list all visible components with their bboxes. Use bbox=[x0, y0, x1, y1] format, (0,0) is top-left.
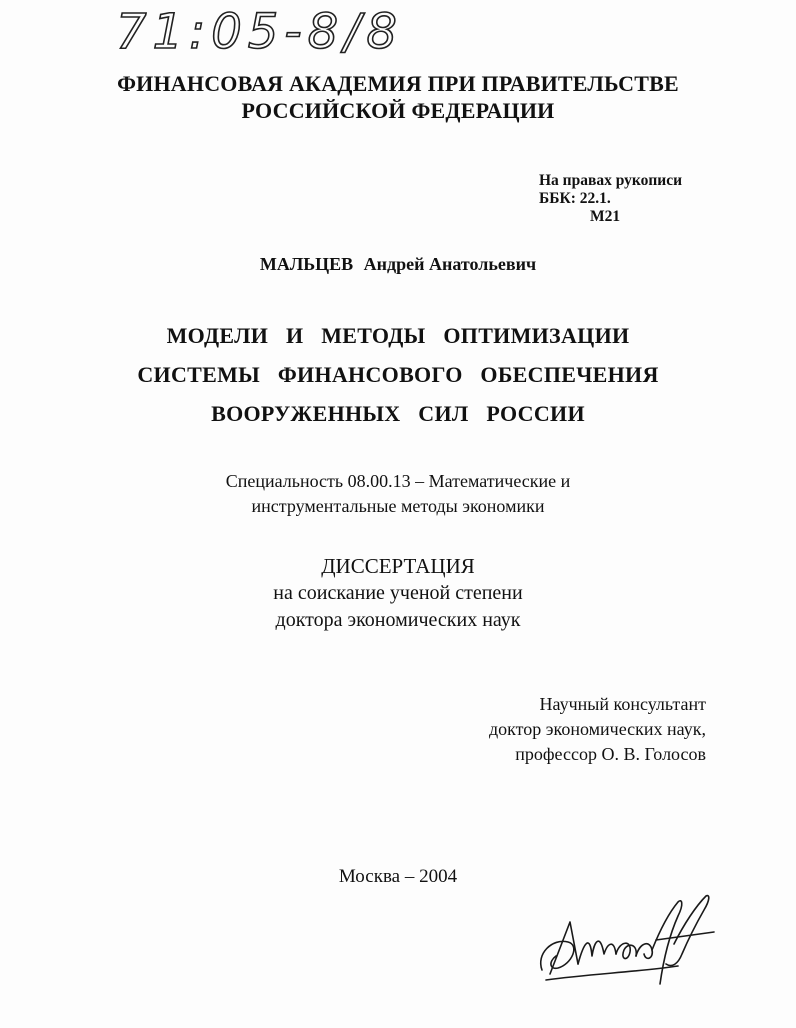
dissertation-title bbox=[60, 316, 736, 433]
degree-line-1: на соискание ученой степени bbox=[273, 582, 523, 604]
degree-line-2: доктора экономических наук bbox=[275, 609, 521, 631]
manuscript-notice bbox=[539, 172, 682, 226]
specialty-line-2: инструментальные методы экономики bbox=[251, 496, 545, 516]
author-given-names: Андрей Анатольевич bbox=[363, 254, 537, 274]
signature bbox=[528, 884, 728, 990]
dissertation-heading: ДИССЕРТАЦИЯ bbox=[321, 554, 475, 578]
institution-line-2: РОССИЙСКОЙ ФЕДЕРАЦИИ bbox=[241, 98, 555, 123]
signature-stroke-3 bbox=[578, 941, 616, 964]
signature-stroke-5 bbox=[636, 944, 652, 959]
bbk-index: ББК: 22.1. bbox=[539, 190, 611, 207]
signature-stroke-8 bbox=[656, 932, 714, 940]
consultant-line-3: профессор О. В. Голосов bbox=[515, 744, 706, 764]
author-name bbox=[0, 254, 796, 275]
consultant-line-1: Научный консультант bbox=[539, 694, 706, 714]
specialty-line-1: Специальность 08.00.13 – Математические и bbox=[225, 471, 571, 491]
title-line-1: МОДЕЛИ И МЕТОДЫ ОПТИМИЗАЦИИ bbox=[166, 323, 630, 348]
signature-stroke-6 bbox=[652, 901, 682, 984]
institution-line-1: ФИНАНСОВАЯ АКАДЕМИЯ ПРИ ПРАВИТЕЛЬСТВЕ bbox=[117, 71, 679, 96]
specialty bbox=[60, 469, 736, 519]
handwritten-code-text: 71:05-8/8 bbox=[116, 4, 403, 58]
consultant-line-2: доктор экономических наук, bbox=[489, 719, 706, 739]
manuscript-rights: На правах рукописи bbox=[539, 172, 683, 189]
title-line-3: ВООРУЖЕННЫХ СИЛ РОССИИ bbox=[211, 401, 585, 426]
degree-statement bbox=[60, 553, 736, 634]
title-line-2: СИСТЕМЫ ФИНАНСОВОГО ОБЕСПЕЧЕНИЯ bbox=[137, 362, 659, 387]
city-and-year: Москва – 2004 bbox=[338, 866, 458, 887]
scientific-consultant bbox=[396, 692, 706, 767]
author-surname: МАЛЬЦЕВ bbox=[259, 254, 354, 274]
author-mark: М21 bbox=[590, 208, 621, 225]
handwritten-code bbox=[112, 2, 412, 58]
signature-underline bbox=[546, 966, 678, 980]
institution-name bbox=[60, 70, 736, 124]
signature-stroke-4 bbox=[616, 943, 636, 958]
